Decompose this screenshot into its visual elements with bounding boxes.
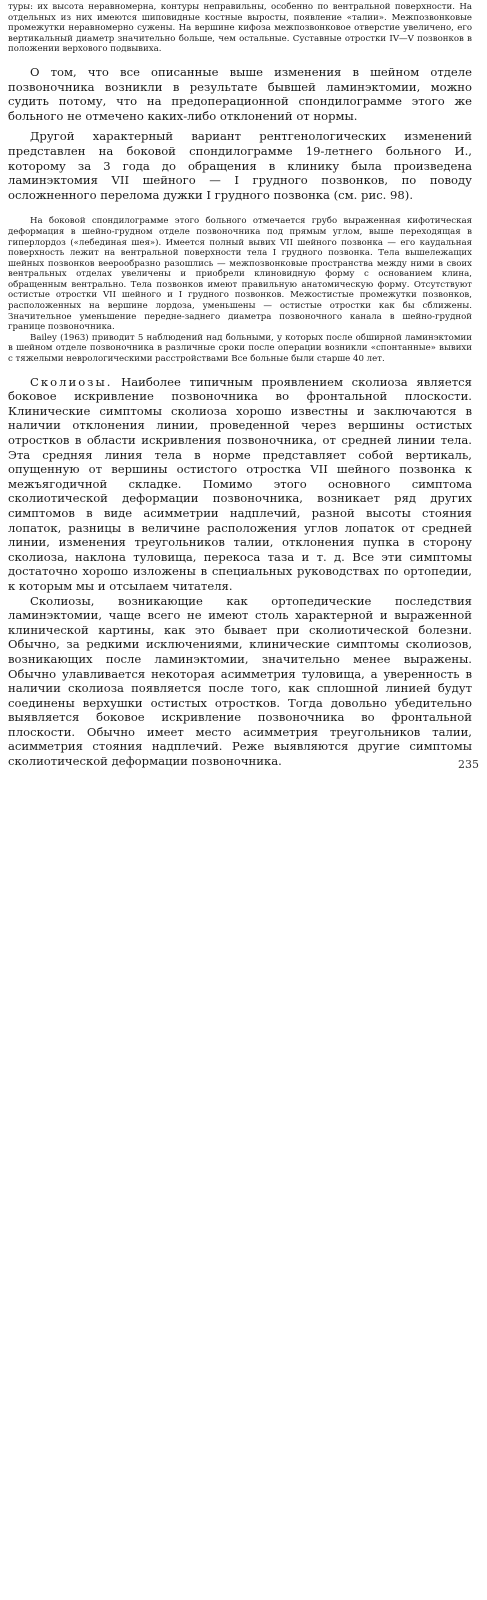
paragraph-bailey: Bailey (1963) приводит 5 наблюдений над больными, у которых после обширной ламинэктомии в шейном отделе позвоночника в различные сроки после операции возникли «спонтанные» вывихи с тяжелыми неврологическими расстройствами Все больные были старше 40 лет. xyxy=(8,332,472,365)
paragraph-second-variant: Другой характерный вариант рентгенологических изменений представлен на боковой спондилограмме 19-летнего больного И., которому за 3 года до обращения в клинику была произведена ламинэктомия VII шейного — I грудного позвонков, по поводу осложненного перелома дужки I грудного позвонка (см. рис. 98). xyxy=(8,129,472,202)
section-lead-scoliosis: Сколиозы. xyxy=(30,374,113,389)
paragraph-scoliosis-body: Наиболее типичным проявлением сколиоза является боковое искривление позвоночника во фронтальной плоскости. Клинические симптомы сколиоза хорошо известны и заключаются в наличии отклонения линии, проведенной через вершины остистых отростков в области искривления позвоночника, от средней линии тела. Эта средняя линия тела в норме представляет собой вертикаль, опущенную от вершины остистого отростка VII шейного позвонка к межъягодичной складке. Помимо этого основного симптома сколиотической деформации позвоночника, возникает ряд других симптомов в виде асимметрии надплечий, разной высоты стояния лопаток, разницы в величине расположения углов лопаток от средней линии, изменения треугольников талии, отклонения пупка в сторону сколиоза, наклона туловища, перекоса таза и т. д. Все эти симптомы достаточно хорошо изложены в специальных руководствах по ортопедии, к которым мы и отсылаем читателя. xyxy=(8,374,472,593)
paragraph-spondylogram-description: На боковой спондилограмме этого больного отмечается грубо выраженная кифотическая деформация в шейно-грудном отделе позвоночника под прямым углом, выше переходящая в гиперлордоз («лебединая шея»). Имеется полный вывих VII шейного позвонка — его каудальная поверхность лежит на вентральной поверхности тела I грудного позвонка. Тела вышележащих шейных позвонков веерообразно разошлись — межпозвонковые пространства между ними в своих вентральных отделах увеличены и приобрели клиновидную форму с основанием клина, обращенным вентрально. Тела позвонков имеют правильную анатомическую форму. Отсутствуют остистые отростки VII шейного и I грудного позвонков. Межостистые промежутки позвонков, расположенных на вершине лордоза, уменьшены — остистые отростки как бы сближены. Значительное уменьшение передне-заднего диаметра позвоночного канала в шейно-грудной границе позвоночника. xyxy=(8,216,472,333)
page-number: 235 xyxy=(458,758,479,771)
paragraph-continued-description: туры: их высота неравномерна, контуры неправильны, особенно по вентральной поверхности. На отдельных из них имеются шиповидные костные выросты, появление «талии». Межпозвонковые промежутки неравномерно сужены. На вершине кифоза межпозвонковое отверстие увеличено, его вертикальный диаметр значительно больше, чем остальные. Суставные отростки IV—V позвонков в положении верхового подвывиха. xyxy=(8,2,472,55)
book-page xyxy=(8,2,472,769)
paragraph-scoliosis xyxy=(8,375,472,594)
paragraph-scoliosis-after-laminectomy: Сколиозы, возникающие как ортопедические последствия ламинэктомии, чаще всего не имеют столь характерной и выраженной клинической картины, как это бывает при сколиотической болезни. Обычно, за редкими исключениями, клинические симптомы сколиозов, возникающих после ламинэктомии, значительно менее выражены. Обычно улавливается некоторая асимметрия туловища, а уверенность в наличии сколиоза появляется после того, как сплошной линией будут соединены верхушки остистых отростков. Тогда довольно убедительно выявляется боковое искривление позвоночника во фронтальной плоскости. Обычно имеет место асимметрия треугольников талии, асимметрия стояния надплечий. Реже выявляются другие симптомы сколиотической деформации позвоночника. xyxy=(8,593,472,769)
paragraph-laminectomy-conclusion: О том, что все описанные выше изменения в шейном отделе позвоночника возникли в результате бывшей ламинэктомии, можно судить потому, что на предоперационной спондилограмме этого же больного не отмечено каких-либо отклонений от нормы. xyxy=(8,64,472,123)
